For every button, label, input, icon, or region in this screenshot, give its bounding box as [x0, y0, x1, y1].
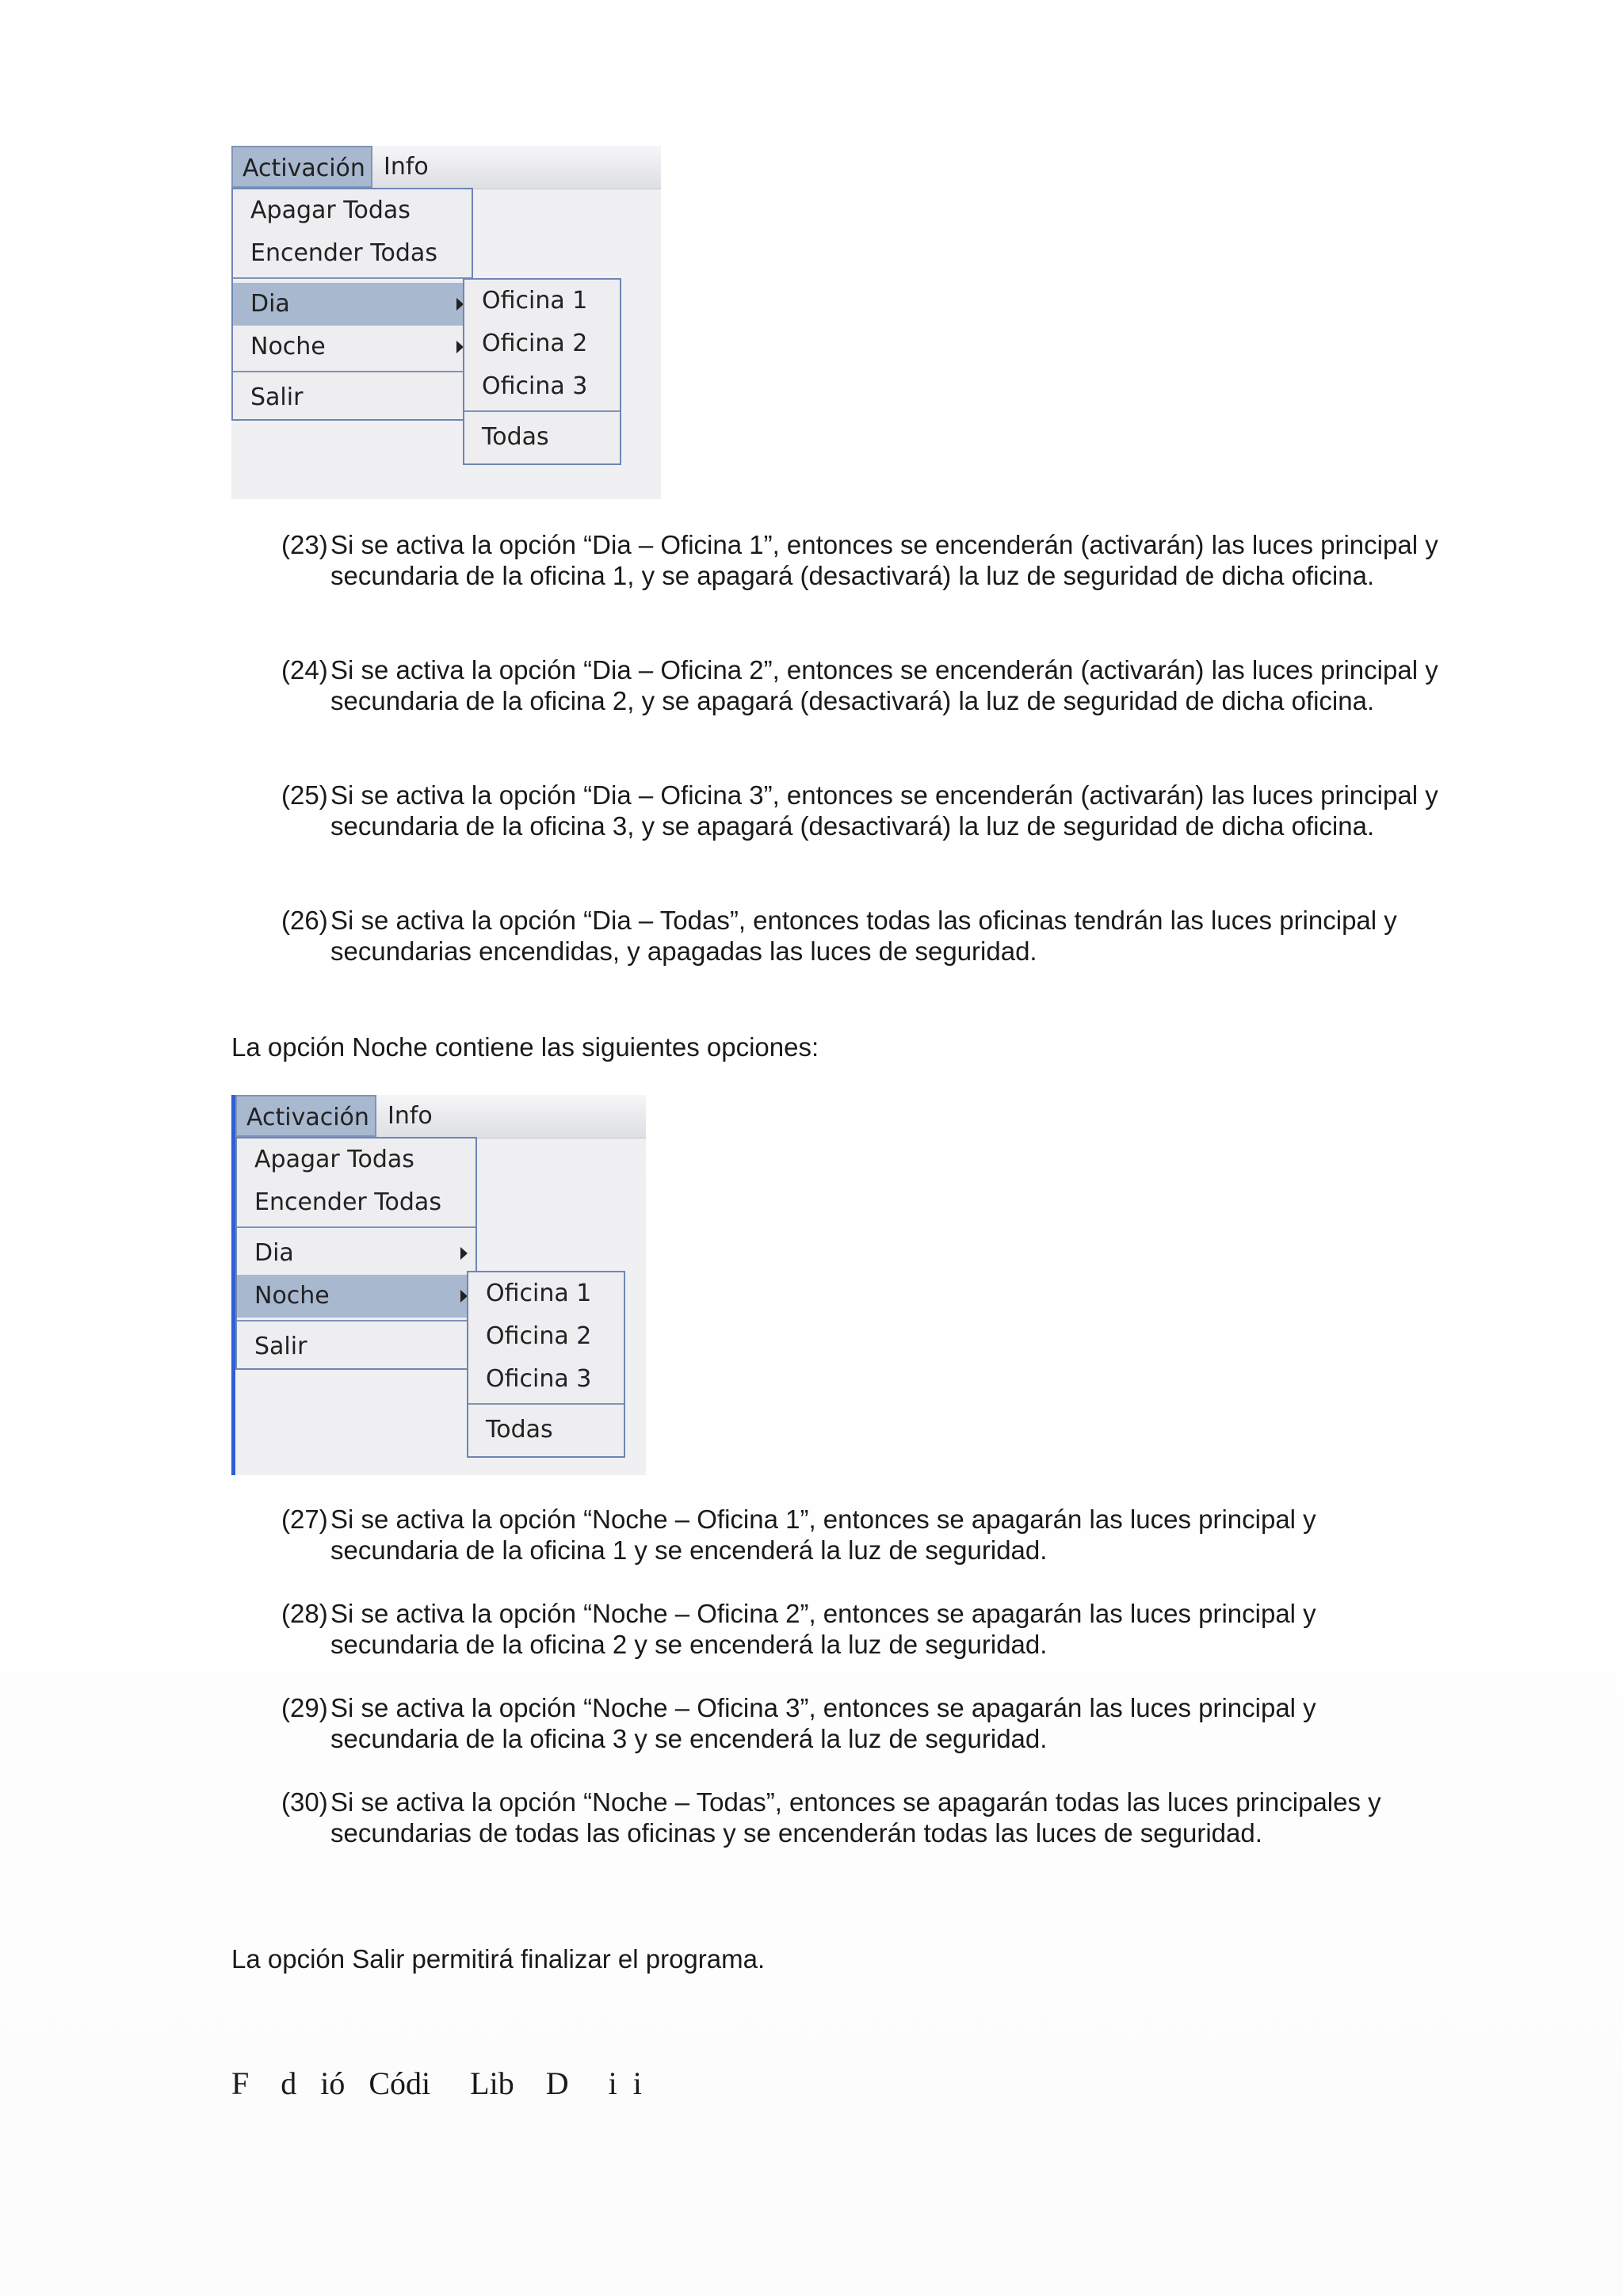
noche-submenu	[467, 1271, 625, 1458]
menu-item-encender-todas[interactable]: Encender Todas	[254, 1188, 441, 1216]
menu-item-noche[interactable]	[233, 326, 472, 368]
menu-separator	[237, 1226, 475, 1230]
noche-intro-paragraph: La opción Noche contiene las siguientes opciones:	[231, 1032, 819, 1062]
item-text: Si se activa la opción “Noche – Oficina 1”, entonces se apagarán las luces principal y secundaria de la oficina 1 y se encenderá la luz de seguridad.	[330, 1505, 1316, 1565]
menu-item-noche-label: Noche	[254, 1282, 330, 1310]
menu-item-noche[interactable]	[237, 1275, 475, 1318]
submenu-item-oficina-1[interactable]: Oficina 1	[486, 1280, 592, 1307]
item-text: Si se activa la opción “Dia – Oficina 2”, entonces se encenderán (activarán) las luces principal y secundaria de la oficina 2, y se apagará (desactivará) la luz de seguridad de dicha oficina.	[330, 655, 1438, 715]
activacion-menu	[231, 188, 473, 421]
submenu-item-oficina-3[interactable]: Oficina 3	[482, 372, 588, 400]
menubar-info[interactable]: Info	[384, 153, 429, 181]
menu-item-encender-todas[interactable]: Encender Todas	[250, 239, 437, 267]
submenu-item-todas[interactable]: Todas	[482, 423, 549, 451]
activacion-menu	[235, 1137, 477, 1370]
item-number: (23)	[281, 530, 328, 559]
submenu-arrow-icon	[460, 1247, 468, 1260]
menubar-info[interactable]: Info	[388, 1102, 433, 1130]
menu-item-apagar-todas[interactable]: Apagar Todas	[250, 196, 411, 224]
list-item-29	[281, 1692, 1438, 1754]
item-number: (25)	[281, 780, 328, 810]
item-number: (24)	[281, 655, 328, 685]
menu-item-salir[interactable]: Salir	[254, 1333, 307, 1360]
list-item-23	[281, 529, 1438, 591]
submenu-item-oficina-2[interactable]: Oficina 2	[486, 1322, 592, 1350]
menu-item-dia[interactable]	[237, 1232, 475, 1275]
item-number: (29)	[281, 1693, 328, 1722]
menu-separator	[237, 1320, 475, 1324]
item-number: (30)	[281, 1787, 328, 1817]
menubar-activacion[interactable]: Activación	[231, 146, 372, 188]
item-text: Si se activa la opción “Noche – Oficina 2”, entonces se apagarán las luces principal y secundaria de la oficina 2 y se encenderá la luz de seguridad.	[330, 1599, 1316, 1659]
menu-item-dia-label: Dia	[250, 290, 290, 318]
menubar	[235, 1095, 646, 1138]
item-text: Si se activa la opción “Noche – Oficina 3”, entonces se apagarán las luces principal y secundaria de la oficina 3 y se encenderá la luz de seguridad.	[330, 1693, 1316, 1753]
dia-submenu	[463, 278, 621, 465]
item-text: Si se activa la opción “Dia – Todas”, entonces todas las oficinas tendrán las luces principal y secundarias encendidas, y apagadas las luces de seguridad.	[330, 906, 1397, 966]
salir-paragraph: La opción Salir permitirá finalizar el programa.	[231, 1944, 766, 1974]
submenu-item-oficina-1[interactable]: Oficina 1	[482, 287, 588, 315]
item-text: Si se activa la opción “Dia – Oficina 3”, entonces se encenderán (activarán) las luces principal y secundaria de la oficina 3, y se apagará (desactivará) la luz de seguridad de dicha oficina.	[330, 780, 1438, 841]
menu-screenshot-dia	[231, 146, 661, 499]
menu-item-salir[interactable]: Salir	[250, 383, 304, 411]
submenu-item-oficina-2[interactable]: Oficina 2	[482, 330, 588, 357]
list-item-24	[281, 654, 1438, 716]
list-item-28	[281, 1598, 1438, 1660]
menubar	[231, 146, 661, 189]
page-footer: F d ió Códi Lib D i i	[231, 2065, 642, 2101]
list-item-26	[281, 905, 1438, 967]
menu-item-dia[interactable]	[233, 283, 472, 326]
item-number: (26)	[281, 906, 328, 935]
menu-item-apagar-todas[interactable]: Apagar Todas	[254, 1146, 414, 1173]
list-item-25	[281, 780, 1438, 841]
item-number: (28)	[281, 1599, 328, 1628]
menu-screenshot-noche	[231, 1095, 646, 1475]
menubar-activacion[interactable]: Activación	[235, 1095, 376, 1137]
menu-separator	[233, 277, 472, 281]
item-text: Si se activa la opción “Noche – Todas”, entonces se apagarán todas las luces principales y secundarias de todas las oficinas y se encenderán todas las luces de seguridad.	[330, 1787, 1381, 1848]
menu-separator	[464, 410, 620, 414]
menu-item-dia-label: Dia	[254, 1239, 294, 1267]
item-number: (27)	[281, 1505, 328, 1534]
menu-item-noche-label: Noche	[250, 333, 326, 360]
list-item-30	[281, 1787, 1438, 1848]
list-item-27	[281, 1504, 1438, 1566]
submenu-item-oficina-3[interactable]: Oficina 3	[486, 1365, 592, 1393]
menu-separator	[233, 371, 472, 375]
item-text: Si se activa la opción “Dia – Oficina 1”, entonces se encenderán (activarán) las luces principal y secundaria de la oficina 1, y se apagará (desactivará) la luz de seguridad de dicha oficina.	[330, 530, 1438, 590]
menu-separator	[468, 1403, 624, 1407]
submenu-item-todas[interactable]: Todas	[486, 1416, 553, 1444]
